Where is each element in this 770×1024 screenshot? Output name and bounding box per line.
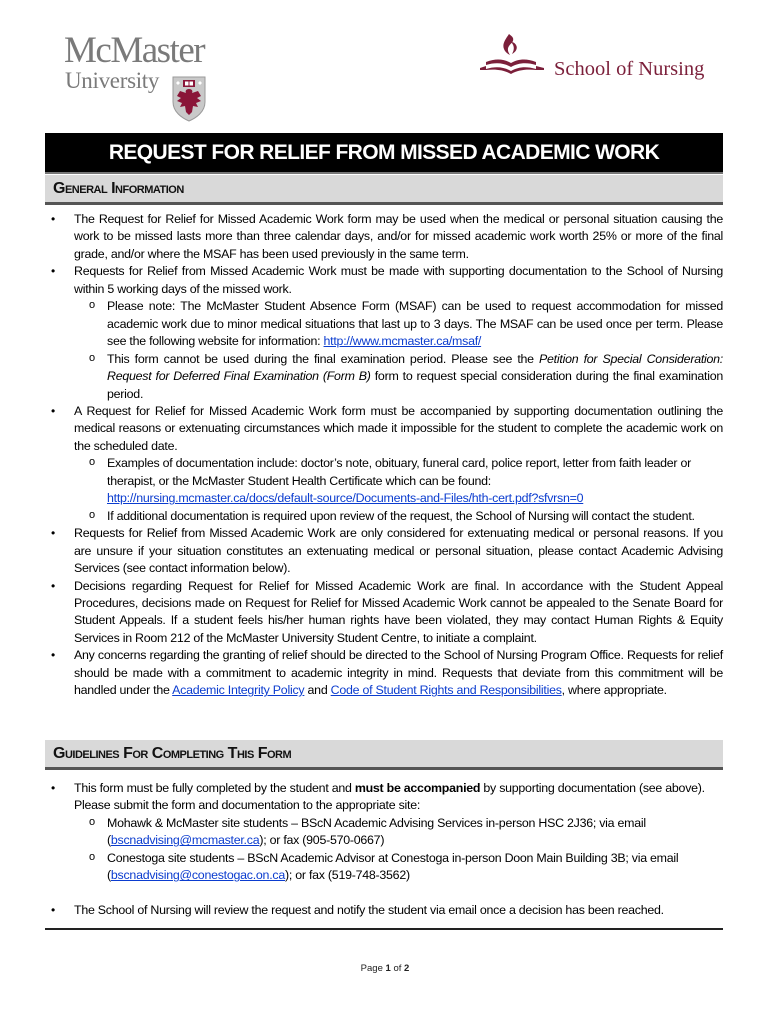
sub-list-item [45, 455, 723, 507]
list-item [45, 647, 723, 699]
item-text: Conestoga site students – BScN Academic Advisor at Conestoga in-person Doon Main Building 3B; via email ( [107, 850, 679, 883]
school-of-nursing-logo [478, 30, 718, 90]
emphasis-text: must be accompanied [354, 781, 481, 795]
general-information-list [45, 211, 723, 700]
item-text: form to request special consideration during the final examination period. [107, 369, 723, 401]
sub-list-item [45, 351, 723, 403]
section-heading-guidelines [45, 740, 723, 770]
item-text: Decisions regarding Request for Relief for Missed Academic Work are final. In accordance with the Student Appeal Procedures, decisions made on Request for Relief for Missed Academic Work cannot be appealed to the Senate Board for Student Appeals. If a student feels his/her human rights have been violated, they may contact Human Rights & Equity Services in Room 212 of the McMaster University Student Centre, to initiate a complaint. [74, 578, 723, 645]
bullet-icon: • [51, 781, 55, 795]
sub-list-item [45, 298, 723, 350]
item-text: This form cannot be used during the final examination period. Please see the [107, 351, 540, 366]
item-text: ); or fax (519-748-3562) [284, 868, 410, 883]
sub-list-item [45, 850, 723, 885]
item-text: Requests for Relief from Missed Academic Work must be made with supporting documentation to the School of Nursing within 5 working days of the missed work. [74, 264, 723, 296]
bullet-icon: • [51, 264, 55, 279]
list-item [45, 780, 723, 815]
item-text: The School of Nursing will review the request and notify the student via email once a decision has been reached. [74, 903, 664, 917]
msaf-link[interactable]: http://www.mcmaster.ca/msaf/ [323, 334, 482, 349]
circle-bullet-icon: o [89, 508, 95, 521]
mcmaster-advising-email-link[interactable]: bscnadvising@mcmaster.ca [110, 833, 260, 848]
item-text: This form must be fully completed by the student and [74, 781, 355, 795]
circle-bullet-icon: o [89, 815, 95, 828]
item-text: If additional documentation is required upon review of the request, the School of Nursing will contact the student. [107, 508, 695, 523]
list-item [45, 211, 723, 263]
health-certificate-link[interactable]: http://nursing.mcmaster.ca/docs/default-source/Documents-and-Files/hth-cert.pdf?sfvrsn=0 [107, 491, 584, 506]
horizontal-divider [45, 928, 723, 930]
item-text: ); or fax (905-570-0667) [259, 833, 385, 848]
conestoga-advising-email-link[interactable]: bscnadvising@conestogac.on.ca [110, 868, 285, 883]
academic-integrity-policy-link[interactable]: Academic Integrity Policy [172, 683, 305, 698]
bullet-icon: • [51, 212, 55, 226]
code-of-student-rights-link[interactable]: Code of Student Rights and Responsibilities [330, 683, 562, 698]
item-text: Examples of documentation include: doctor’s note, obituary, funeral card, police report, letter from faith leader or therapist, or the McMaster Student Health Certificate which can be found: [107, 456, 691, 488]
circle-bullet-icon: o [89, 299, 95, 312]
item-text: A Request for Relief for Missed Academic Work form must be accompanied by supporting documentation outlining the medical reasons or extenuating circumstances which made it impossible for the student to complete the academic work on the scheduled date. [74, 403, 723, 453]
sub-list-item [45, 815, 723, 850]
bullet-icon: • [51, 903, 55, 917]
item-text: and [304, 683, 331, 698]
section-heading-general-information [45, 175, 723, 205]
bullet-icon: • [51, 648, 55, 663]
item-text: The Request for Relief for Missed Academic Work form may be used when the medical or personal situation causing the work to be missed lasts more than three calendar days, and/or for missed academic work worth 25% or more of the final grade, and/or where the MSAF has been used previously in the same term. [74, 212, 723, 261]
section-heading-text: Guidelines For Completing This Form [53, 745, 292, 762]
form-b-title: Petition for Special Consideration: Request for Deferred Final Examination (Form B) [107, 351, 724, 384]
mcmaster-university-logo [64, 32, 224, 122]
of-label: of [393, 963, 402, 974]
list-item [45, 263, 723, 298]
list-item [45, 578, 723, 648]
circle-bullet-icon: o [89, 456, 95, 469]
current-page: 1 [385, 963, 391, 974]
list-item [45, 902, 723, 919]
logo-wordmark-mcmaster: McMaster [64, 30, 205, 71]
section-heading-text: General Information [53, 180, 184, 197]
page-label: Page [360, 963, 383, 974]
item-text: Requests for Relief from Missed Academic Work are only considered for extenuating medical or personal reasons. If you are unsure if your situation constitutes an extenuating medical or personal situation, please contact Academic Advising Services (see contact information below). [74, 526, 723, 576]
logo-wordmark-school-of-nursing: School of Nursing [554, 58, 705, 80]
total-pages: 2 [404, 963, 410, 974]
document-title: REQUEST FOR RELIEF FROM MISSED ACADEMIC WORK [45, 133, 723, 174]
item-text: Mohawk & McMaster site students – BScN Academic Advising Services in-person HSC 2J36; via email ( [107, 815, 646, 848]
sub-list-item [45, 508, 723, 525]
crest-icon [172, 76, 206, 122]
circle-bullet-icon: o [89, 351, 95, 364]
list-item [45, 403, 723, 455]
guidelines-list [45, 780, 723, 885]
bullet-icon: • [51, 526, 55, 541]
item-text: Any concerns regarding the granting of relief should be directed to the School of Nursing Program Office. Requests for relief should be made with a commitment to academic integrity in mind. Requests that deviate from this commitment will be handled under the [74, 648, 723, 698]
list-item [45, 525, 723, 577]
item-text: by supporting documentation (see above). Please submit the form and documentation to the appropriate site: [74, 781, 705, 813]
logo-wordmark-university: University [65, 68, 160, 93]
bullet-icon: • [51, 578, 55, 593]
item-text: Please note: The McMaster Student Absence Form (MSAF) can be used to request accommodation for missed academic work due to minor medical situations that last up to 3 days. The MSAF can be used once per term. Please see the following website for information: [107, 299, 723, 349]
bullet-icon: • [51, 403, 55, 418]
guidelines-final-item [45, 902, 723, 919]
book-flame-icon [478, 30, 548, 82]
item-text: , where appropriate. [561, 683, 667, 698]
circle-bullet-icon: o [89, 850, 95, 863]
page-number [0, 963, 770, 974]
